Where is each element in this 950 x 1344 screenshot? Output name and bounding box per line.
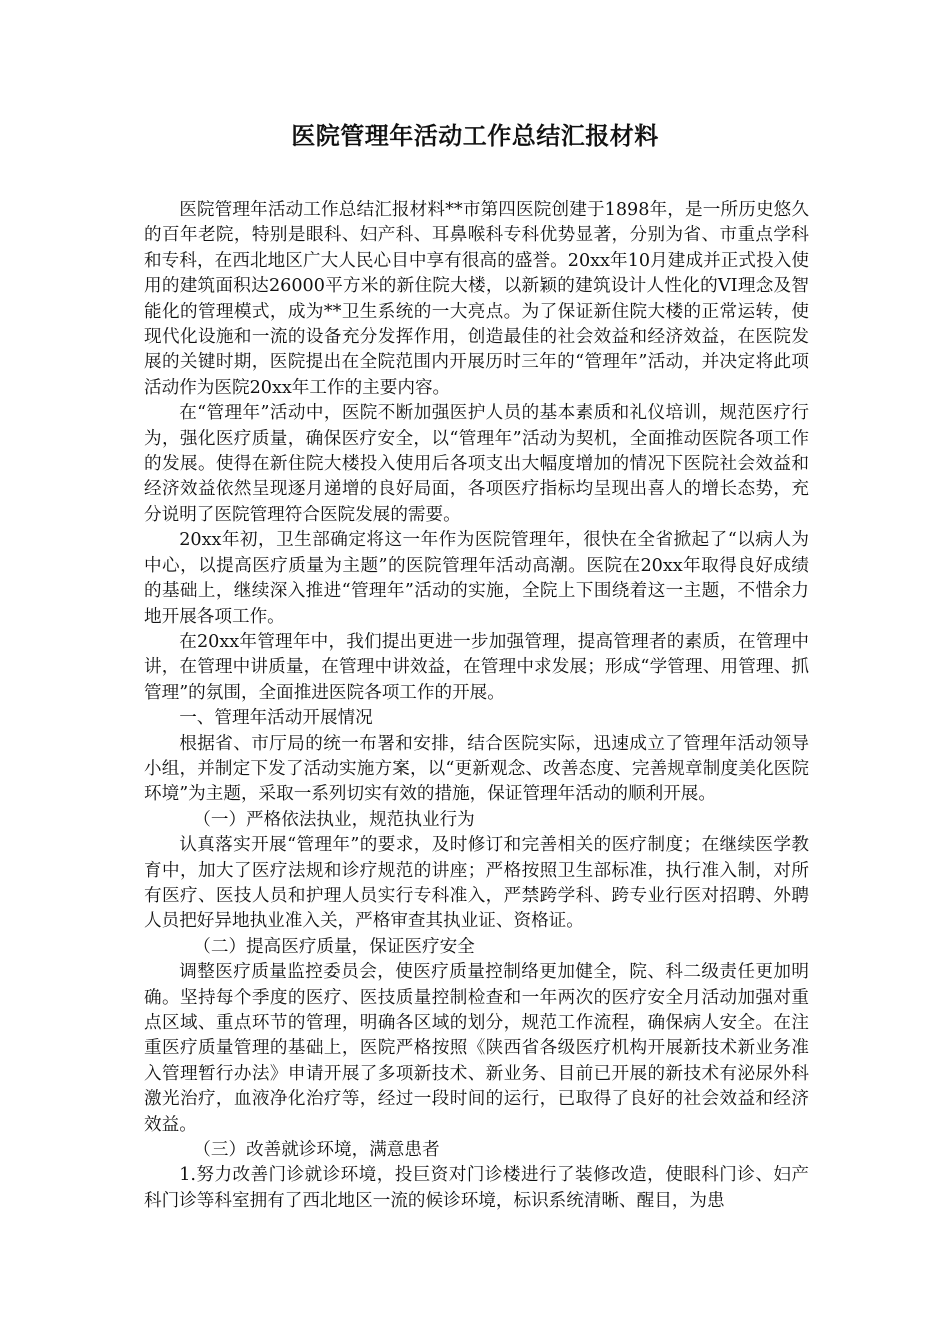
body-paragraph: 调整医疗质量监控委员会，使医疗质量控制络更加健全，院、科二级责任更加明确。坚持每个季度的医疗、医技质量控制检查和一年两次的医疗安全月活动加强对重点区域、重点环节的管理，明确各区域的划分，规范工作流程，确保病人安全。在注重医疗质量管理的基础上，医院严格按照《陕西省各级医疗机构开展新技术新业务准入管理暂行办法》申请开展了多项新技术、新业务、目前已开展的新技术有泌尿外科激光治疗，血液净化治疗等，经过一段时间的运行，已取得了良好的社会效益和经济效益。 bbox=[144, 962, 809, 1135]
document-title: 医院管理年活动工作总结汇报材料 bbox=[291, 122, 659, 150]
body-paragraph: 1.努力改善门诊就诊环境，投巨资对门诊楼进行了装修改造，使眼科门诊、妇产科门诊等科室拥有了西北地区一流的候诊环境，标识系统清晰、醒目，为患 bbox=[144, 1165, 809, 1211]
section-heading: 一、管理年活动开展情况 bbox=[179, 708, 373, 729]
subsection-heading: （二）提高医疗质量，保证医疗安全 bbox=[193, 936, 475, 957]
document-body bbox=[144, 198, 809, 1214]
body-paragraph: 医院管理年活动工作总结汇报材料**市第四医院创建于1898年，是一所历史悠久的百年老院，特别是眼科、妇产科、耳鼻喉科专科优势显著，分别为省、市重点学科和专科，在西北地区广大人民心目中享有很高的盛誉。20xx年10月建成并正式投入使用的建筑面积达26000平方米的新住院大楼，以新颖的建筑设计人性化的VI理念及智能化的管理模式，成为**卫生系统的一大亮点。为了保证新住院大楼的正常运转，使现代化设施和一流的设备充分发挥作用，创造最佳的社会效益和经济效益，在医院发展的关键时期，医院提出在全院范围内开展历时三年的“管理年”活动，并决定将此项活动作为医院20xx年工作的主要内容。 bbox=[144, 200, 809, 398]
subsection-heading: （一）严格依法执业，规范执业行为 bbox=[193, 809, 475, 830]
body-paragraph: 认真落实开展“管理年”的要求，及时修订和完善相关的医疗制度；在继续医学教育中，加大了医疗法规和诊疗规范的讲座；严格按照卫生部标准，执行准入制，对所有医疗、医技人员和护理人员实行专科准入，严禁跨学科、跨专业行医对招聘、外聘人员把好异地执业准入关，严格审查其执业证、资格证。 bbox=[144, 835, 809, 932]
body-paragraph: 20xx年初，卫生部确定将这一年作为医院管理年，很快在全省掀起了“以病人为中心，以提高医疗质量为主题”的医院管理年活动高潮。医院在20xx年取得良好成绩的基础上，继续深入推进“管理年”活动的实施，全院上下围绕着这一主题，不惜余力地开展各项工作。 bbox=[144, 530, 809, 627]
subsection-heading: （三）改善就诊环境，满意患者 bbox=[193, 1140, 440, 1161]
body-paragraph: 在“管理年”活动中，医院不断加强医护人员的基本素质和礼仪培训，规范医疗行为，强化医疗质量，确保医疗安全，以“管理年”活动为契机，全面推动医院各项工作的发展。使得在新住院大楼投入使用后各项支出大幅度增加的情况下医院社会效益和经济效益依然呈现逐月递增的良好局面，各项医疗指标均呈现出喜人的增长态势，充分说明了医院管理符合医院发展的需要。 bbox=[144, 403, 809, 525]
body-paragraph: 根据省、市厅局的统一布署和安排，结合医院实际，迅速成立了管理年活动领导小组，并制定下发了活动实施方案，以“更新观念、改善态度、完善规章制度美化医院环境”为主题，采取一系列切实有效的措施，保证管理年活动的顺利开展。 bbox=[144, 733, 809, 805]
body-paragraph: 在20xx年管理年中，我们提出更进一步加强管理，提高管理者的素质，在管理中讲，在管理中讲质量，在管理中讲效益，在管理中求发展；形成“学管理、用管理、抓管理”的氛围，全面推进医院各项工作的开展。 bbox=[144, 631, 809, 703]
